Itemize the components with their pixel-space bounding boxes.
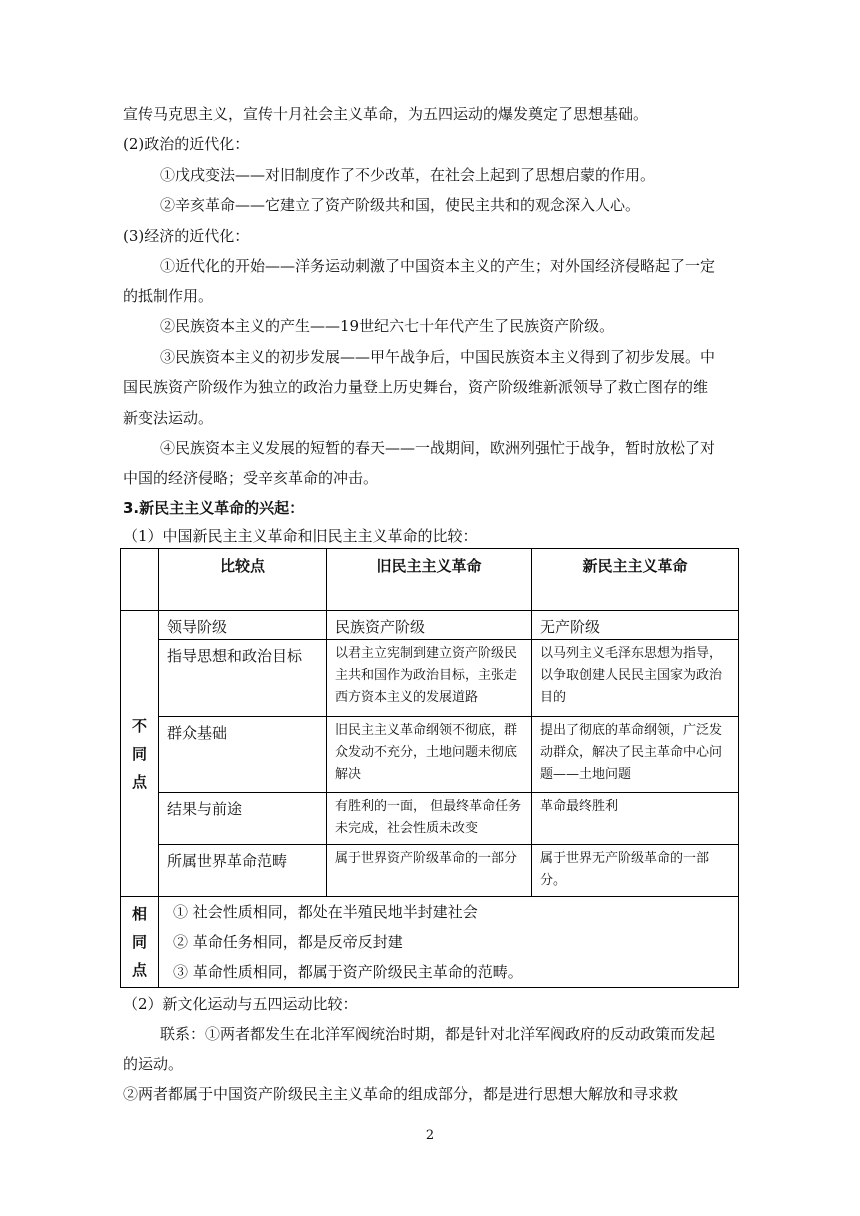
paragraph-line: 联系：①两者都发生在北洋军阀统治时期，都是针对北洋军阀政府的反动政策而发起 (160, 1025, 716, 1043)
table-cell-new: 提出了彻底的革命纲领，广泛发 动群众，解决了民主革命中心问 题——土地问题 (532, 717, 739, 793)
paragraph-line: ②民族资本主义的产生——19世纪六七十年代产生了民族资产阶级。 (160, 317, 615, 335)
paragraph-line: ④民族资本主义发展的短暂的春天——一战期间，欧洲列强忙于战争，暂时放松了对 (160, 439, 716, 457)
table-header-cell: 新民主主义革命 (532, 549, 739, 611)
table-header-cell: 比较点 (159, 549, 327, 611)
table-header-row (121, 549, 739, 611)
paragraph-line: 中国的经济侵略；受辛亥革命的冲击。 (123, 469, 379, 487)
paragraph-line: ①近代化的开始——洋务运动刺激了中国资本主义的产生；对外国经济侵略起了一定 (160, 257, 716, 275)
table-cell-new: 无产阶级 (532, 611, 739, 640)
table-cell-old: 以君主立宪制到建立资产阶级民 主共和国作为政治目标，主张走 西方资本主义的发展道路 (327, 640, 532, 717)
paragraph-line: 的抵制作用。 (123, 287, 214, 305)
table-corner-cell (121, 549, 159, 611)
table-row (121, 640, 739, 717)
page-number: 2 (425, 1128, 435, 1143)
table-row (121, 611, 739, 640)
same-point-item: ② 革命任务相同，都是反帝反封建 (173, 933, 403, 951)
section-heading: 3.新民主主义革命的兴起： (123, 499, 305, 517)
table-cell-new: 属于世界无产阶级革命的一部 分。 (532, 845, 739, 897)
table-row (121, 845, 739, 897)
table-cell-point: 所属世界革命范畴 (159, 845, 327, 897)
same-point-item: ③ 革命性质相同，都属于资产阶级民主革命的范畴。 (173, 963, 523, 981)
table-cell-new: 革命最终胜利 (532, 793, 739, 845)
table-cell-point: 领导阶级 (159, 611, 327, 640)
table-caption: （1）中国新民主主义革命和旧民主主义革命的比较： (123, 527, 478, 545)
paragraph-line: ②两者都属于中国资产阶级民主主义革命的组成部分，都是进行思想大解放和寻求救 (123, 1085, 679, 1103)
paragraph-line: 宣传马克思主义，宣传十月社会主义革命，为五四运动的爆发奠定了思想基础。 (123, 105, 649, 123)
same-label: 相 同 点 (121, 897, 159, 988)
subsection-heading: （2）新文化运动与五四运动比较： (123, 995, 358, 1013)
paragraph-line: 的运动。 (123, 1055, 184, 1073)
paragraph-line: 国民族资产阶级作为独立的政治力量登上历史舞台，资产阶级维新派领导了救亡图存的维 (123, 378, 709, 396)
paragraph-line: ①戊戌变法——对旧制度作了不少改革，在社会上起到了思想启蒙的作用。 (160, 166, 656, 184)
table-row (121, 717, 739, 793)
table-cell-old: 有胜利的一面， 但最终革命任务 未完成，社会性质未改变 (327, 793, 532, 845)
table-cell-point: 结果与前途 (159, 793, 327, 845)
subsection-heading: (3)经济的近代化： (123, 227, 250, 245)
table-cell-point: 指导思想和政治目标 (159, 640, 327, 717)
same-point-item: ① 社会性质相同，都处在半殖民地半封建社会 (173, 903, 478, 921)
table-cell-new: 以马列主义毛泽东思想为指导， 以争取创建人民民主国家为政治 目的 (532, 640, 739, 717)
subsection-heading: (2)政治的近代化： (123, 135, 250, 153)
difference-label: 不 同 点 (121, 611, 159, 897)
paragraph-line: 新变法运动。 (123, 409, 214, 427)
table-cell-old: 旧民主主义革命纲领不彻底，群 众发动不充分，土地问题未彻底 解决 (327, 717, 532, 793)
paragraph-line: ③民族资本主义的初步发展——甲午战争后，中国民族资本主义得到了初步发展。中 (160, 348, 716, 366)
table-row (121, 793, 739, 845)
table-cell-old: 民族资产阶级 (327, 611, 532, 640)
table-cell-old: 属于世界资产阶级革命的一部分 (327, 845, 532, 897)
comparison-table (120, 548, 739, 988)
table-cell-point: 群众基础 (159, 717, 327, 793)
same-points-cell (159, 897, 739, 988)
paragraph-line: ②辛亥革命——它建立了资产阶级共和国，使民主共和的观念深入人心。 (160, 196, 641, 214)
table-row-same (121, 897, 739, 988)
table-header-cell: 旧民主主义革命 (327, 549, 532, 611)
